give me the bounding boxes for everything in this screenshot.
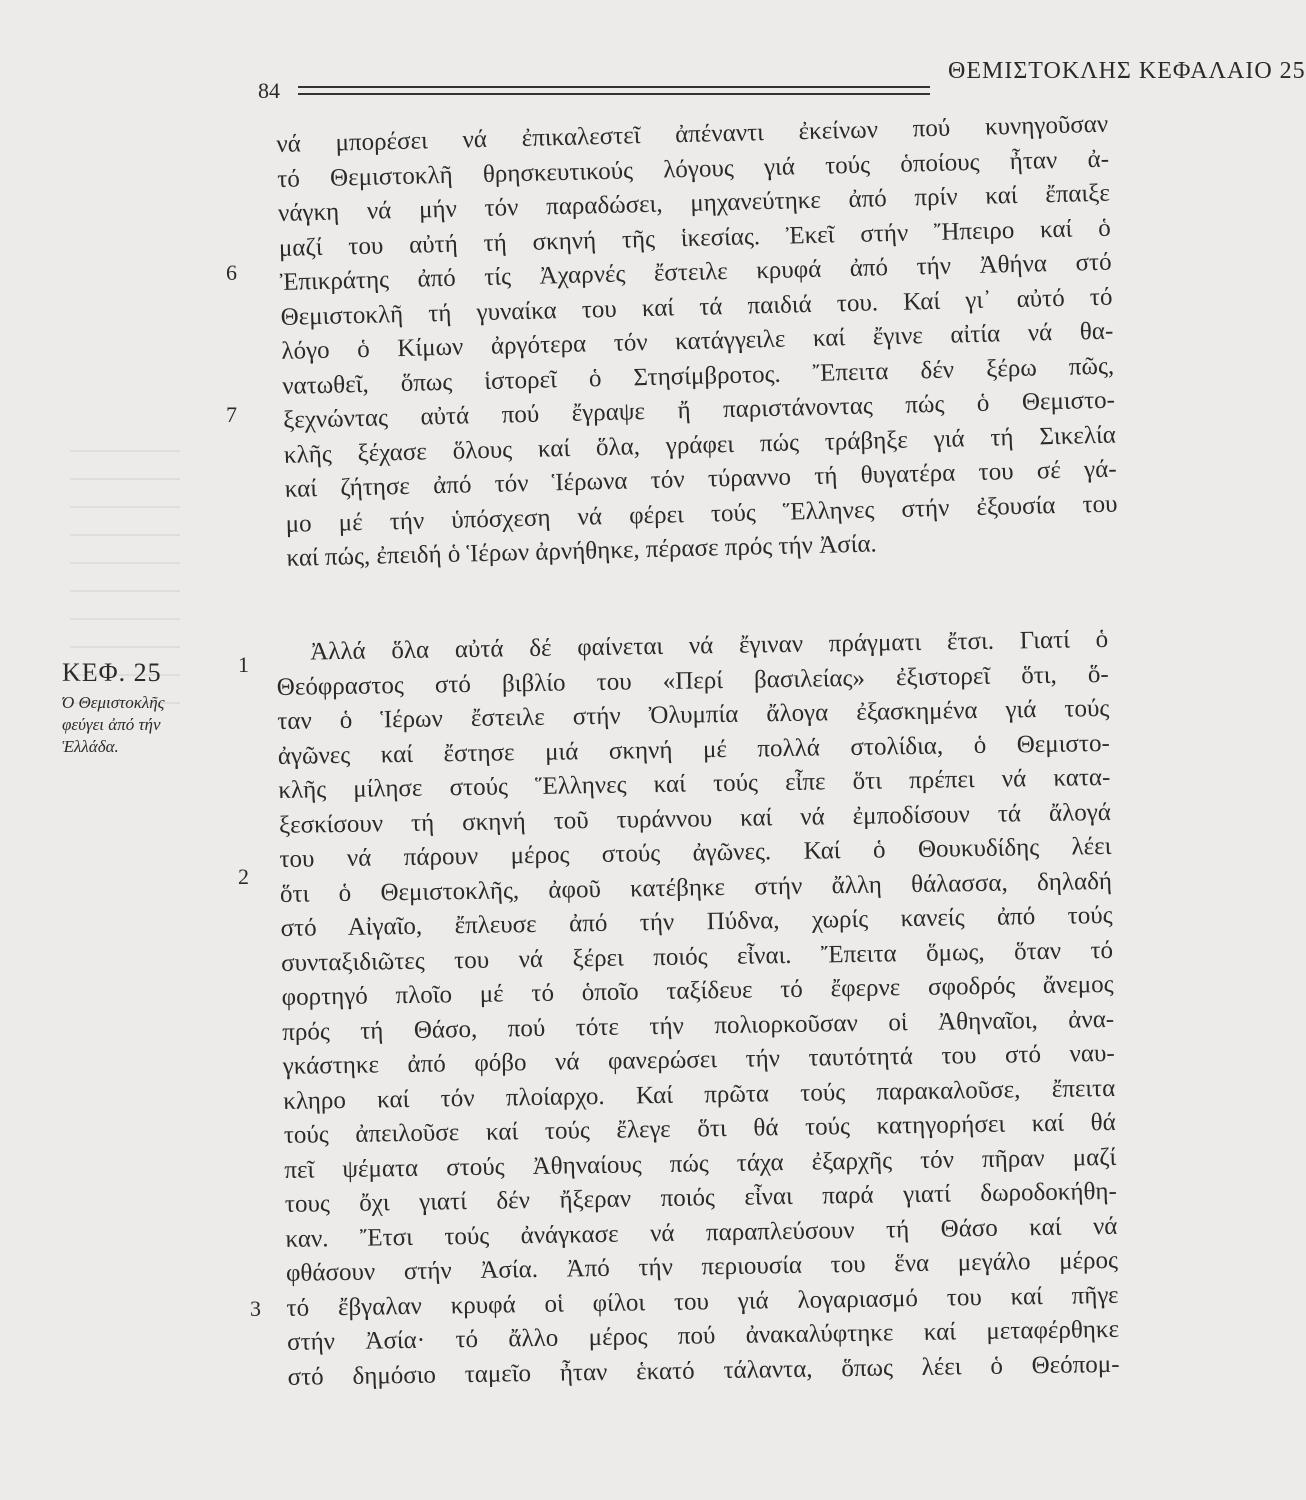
text-line: τούς ἀπειλοῦσε καί τούς ἔλεγε ὅτι θά τούς κατηγορήσει καί θά: [283, 1108, 1116, 1149]
margin-note-line: φεύγει ἀπό τήν: [62, 715, 161, 734]
text-line: στήν Ἀσία· τό ἄλλο μέρος πού ἀνακαλύφτηκε καί μεταφέρθηκε: [286, 1315, 1120, 1356]
text-line: ξεχνώντας αὐτά πού ἔγραψε ἤ παριστάνοντας πώς ὁ Θεμιστο-: [282, 386, 1116, 434]
text-line: καν. Ἔτσι τούς ἀνάγκασε νά παραπλεύσουν τή Θάσο καί νά: [285, 1212, 1118, 1253]
text-line: λόγο ὁ Κίμων ἀργότερα τόν κατάγγειλε καί ἔγινε αἰτία νά θα-: [281, 317, 1114, 365]
text-line: φορτηγό πλοῖο μέ τό ὁποῖο ταξίδευε τό ἔφερνε σφοδρός ἄνεμος: [281, 970, 1114, 1011]
text-line: κλῆς ξέχασε ὅλους καί ὅλα, γράφει πώς τράβηξε γιά τή Σικελία: [283, 421, 1117, 469]
text-line: μο μέ τήν ὑπόσχεση νά φέρει τούς Ἕλληνες στήν ἐξουσία του: [285, 490, 1118, 538]
text-line: καί ζήτησε ἀπό τόν Ἱέρωνα τόν τύραννο τή θυγατέρα του σέ γά-: [284, 455, 1117, 503]
paragraph-1: [276, 108, 1119, 577]
text-line: ταν ὁ Ἱέρων ἔστειλε στήν Ὀλυμπία ἄλογα ἐξασκημένα γιά τούς: [277, 694, 1110, 735]
text-line: συνταξιδιῶτες του νά ξέρει ποιός εἶναι. Ἔπειτα ὅμως, ὅταν τό: [280, 936, 1114, 977]
text-line: του νά πάρουν μέρος στούς ἀγῶνες. Καί ὁ Θουκυδίδης λέει: [279, 832, 1112, 873]
text-line: καί πώς, ἐπειδή ὁ Ἱέρων ἀρνήθηκε, πέρασε πρός τήν Ἀσία.: [286, 530, 878, 572]
text-line: Θεμιστοκλῆ τή γυναίκα του καί τά παιδιά του. Καί γι᾽ αὐτό τό: [280, 283, 1113, 331]
text-line: Θεόφραστος στό βιβλίο του «Περί βασιλείας» ἐξιστορεῖ ὅτι, ὅ-: [276, 660, 1109, 701]
text-line: ἀγῶνες καί ἔστησε μιά σκηνή μέ πολλά στολίδια, ὁ Θεμιστο-: [277, 729, 1110, 770]
page-header: [258, 58, 1306, 103]
paragraph-2: [276, 623, 1120, 1395]
text-line: τό ἔβγαλαν κρυφά οἱ φίλοι του γιά λογαριασμό του καί πῆγε: [286, 1281, 1119, 1322]
margin-line-number: 7: [226, 402, 237, 427]
text-line: μαζί του αὐτή τή σκηνή τῆς ἱκεσίας. Ἐκεῖ στήν Ἤπειρο καί ὁ: [278, 214, 1112, 262]
margin-note: [62, 692, 232, 758]
text-line: ξεσκίσουν τή σκηνή τοῦ τυράννου καί νά ἐμποδίσουν τά ἄλογά: [278, 798, 1112, 839]
text-line: στό δημόσιο ταμεῖο ἦταν ἑκατό τάλαντα, ὅπως λέει ὁ Θεόπομ-: [287, 1350, 1120, 1391]
text-line: στό Αἰγαῖο, ἔπλευσε ἀπό τήν Πύδνα, χωρίς κανείς ἀπό τούς: [280, 901, 1113, 942]
margin-line-number: 2: [238, 864, 249, 889]
text-line: πρός τή Θάσο, πού τότε τήν πολιορκοῦσαν οἱ Ἀθηναῖοι, ἀνα-: [282, 1005, 1115, 1046]
text-line: ὅτι ὁ Θεμιστοκλῆς, ἀφοῦ κατέβηκε στήν ἄλλη θάλασσα, δηλαδή: [279, 867, 1113, 908]
margin-note-line: Ἑλλάδα.: [62, 737, 119, 756]
text-line: γκάστηκε ἀπό φόβο νά φανερώσει τήν ταυτότητά του στό ναυ-: [282, 1039, 1115, 1080]
page-number: 84: [258, 78, 280, 103]
text-line: νάγκη νά μήν τόν παραδώσει, μηχανεύτηκε ἀπό πρίν καί ἔπαιξε: [277, 179, 1111, 227]
text-line: Ἀλλά ὅλα αὐτά δέ φαίνεται νά ἔγιναν πράγματι ἔτσι. Γιατί ὁ: [310, 625, 1109, 666]
margin-line-number: 3: [250, 1296, 261, 1321]
text-line: τους ὄχι γιατί δέν ἤξεραν ποιός εἶναι παρά γιατί δωροδοκήθη-: [284, 1177, 1118, 1218]
text-line: νατωθεῖ, ὅπως ἱστορεῖ ὁ Στησίμβροτος. Ἔπειτα δέν ξέρω πῶς,: [281, 352, 1115, 400]
text-line: Ἐπικράτης ἀπό τίς Ἀχαρνές ἔστειλε κρυφά ἀπό τήν Ἀθήνα στό: [279, 248, 1112, 296]
text-line: κλῆς μίλησε στούς Ἕλληνες καί τούς εἶπε ὅτι πρέπει νά κατα-: [278, 763, 1111, 804]
text-line: φθάσουν στήν Ἀσία. Ἀπό τήν περιουσία του ἕνα μεγάλο μέρος: [285, 1246, 1119, 1287]
margin-heading: [62, 658, 232, 758]
margin-line-number: 1: [238, 652, 249, 677]
running-title: ΘΕΜΙΣΤΟΚΛΗΣ ΚΕΦΑΛΑΙΟ 25: [948, 58, 1306, 84]
text-line: νά μπορέσει νά ἐπικαλεστεῖ ἀπέναντι ἐκείνων πού κυνηγοῦσαν: [276, 110, 1109, 158]
text-line: τό Θεμιστοκλῆ θρησκευτικούς λόγους γιά τούς ὁποίους ἦταν ἀ-: [276, 145, 1110, 193]
chapter-heading: ΚΕΦ. 25: [62, 658, 162, 687]
margin-line-number: 6: [226, 260, 237, 285]
margin-note-line: Ό Θεμιστοκλῆς: [62, 693, 165, 712]
text-line: κληρο καί τόν πλοίαρχο. Καί πρῶτα τούς παρακαλοῦσε, ἔπειτα: [283, 1074, 1116, 1115]
text-line: πεῖ ψέματα στούς Ἀθηναίους πώς τάχα ἐξαρχῆς τόν πῆραν μαζί: [284, 1143, 1117, 1184]
header-double-rule: [298, 86, 930, 95]
